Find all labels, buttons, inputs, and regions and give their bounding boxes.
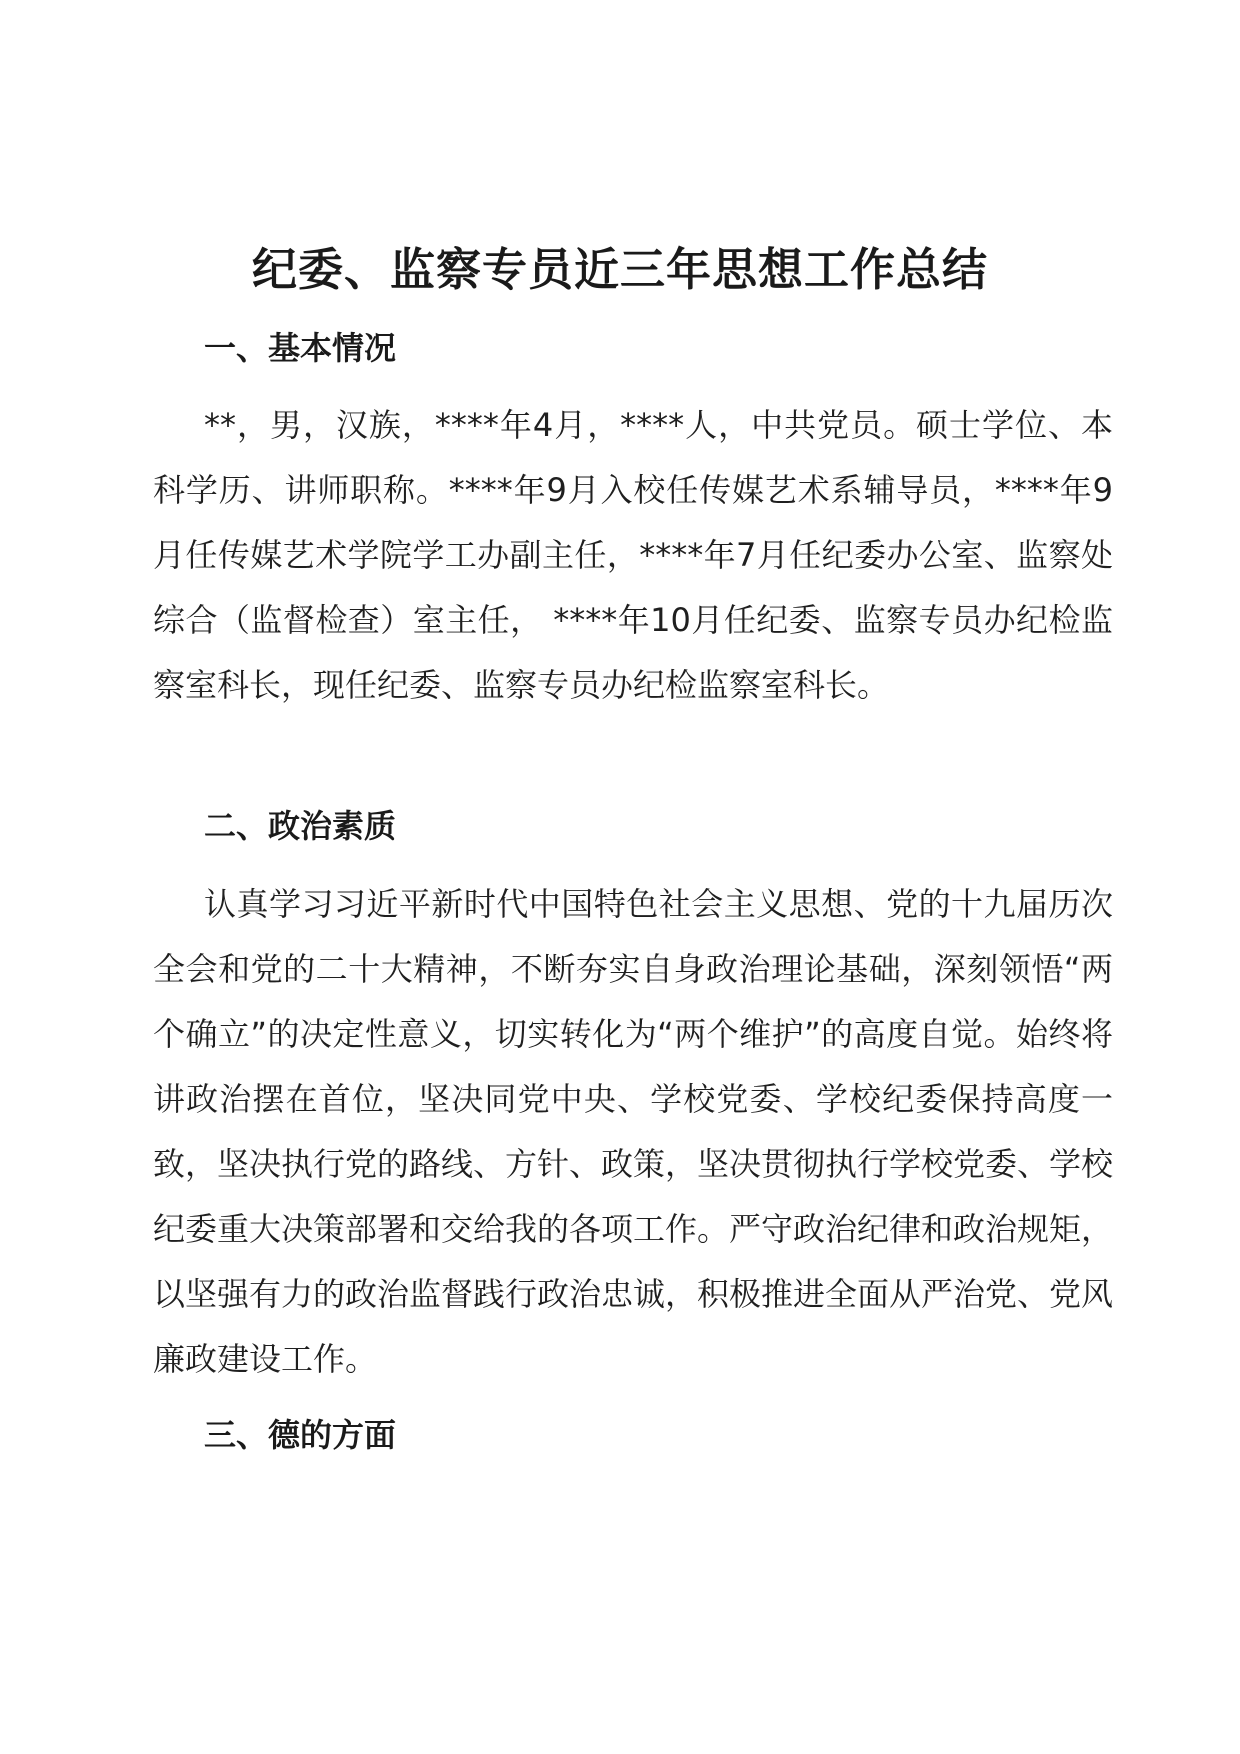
section-heading-political-quality: 二、政治素质 bbox=[204, 807, 397, 845]
section-paragraph-political-quality: 认真学习习近平新时代中国特色社会主义思想、党的十九届历次全会和党的二十大精神，不断夯实自身政治理论基础，深刻领悟“两个确立”的决定性意义，切实转化为“两个维护”的高度自觉。始终将讲政治摆在首位，坚决同党中央、学校党委、学校纪委保持高度一致，坚决执行党的路线、方针、政策，坚决贯彻执行学校党委、学校纪委重大决策部署和交给我的各项工作。严守政治纪律和政治规矩，以坚强有力的政治监督践行政治忠诚，积极推进全面从严治党、党风廉政建设工作。 bbox=[153, 885, 1114, 1378]
section-heading-basic-info: 一、基本情况 bbox=[204, 329, 397, 367]
section-paragraph-basic-info: **，男，汉族，****年4月，****人，中共党员。硕士学位、本科学历、讲师职称。****年9月入校任传媒艺术系辅导员，****年9月任传媒艺术学院学工办副主任，****年7月任纪委办公室、监察处综合（监督检查）室主任， ****年10月任纪委、监察专员办纪检监察室科长，现任纪委、监察专员办纪检监察室科长。 bbox=[153, 406, 1113, 704]
section-heading-morality: 三、德的方面 bbox=[204, 1416, 397, 1454]
document-title: 纪委、监察专员近三年思想工作总结 bbox=[251, 243, 988, 296]
